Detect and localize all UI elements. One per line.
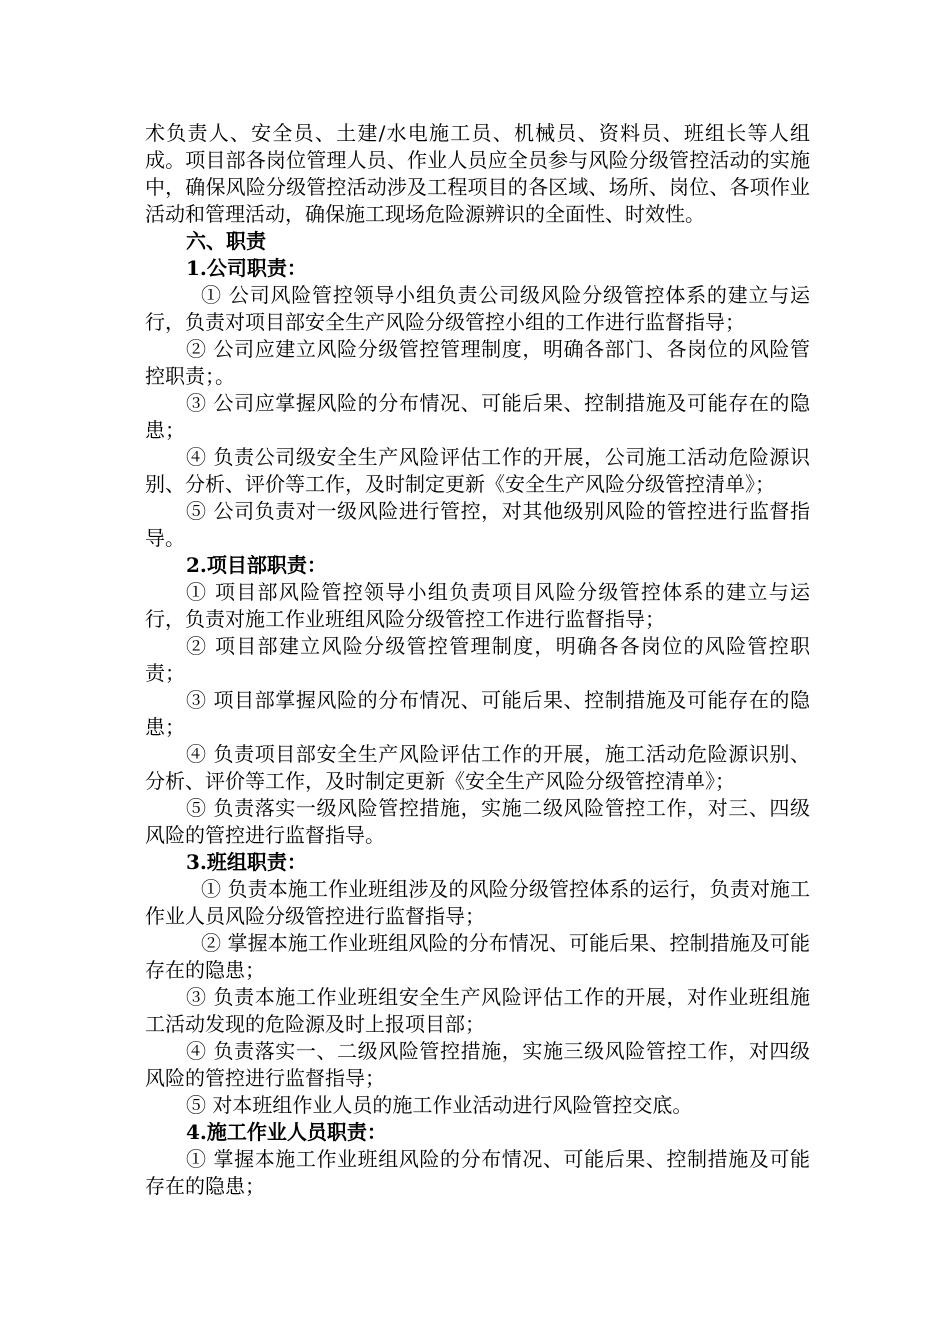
team-duty-item: ② 掌握本施工作业班组风险的分布情况、可能后果、控制措施及可能存在的隐患； — [145, 931, 810, 982]
project-duty-item: ④ 负责项目部安全生产风险评估工作的开展，施工活动危险源识别、分析、评价等工作，及时制定更新《安全生产风险分级管控清单》； — [145, 742, 810, 793]
project-duty-item: ① 项目部风险管控领导小组负责项目风险分级管控体系的建立与运行，负责对施工作业班组风险分级管控工作进行监督指导； — [145, 580, 810, 631]
project-duty-item: ② 项目部建立风险分级管控管理制度，明确各各岗位的风险管控职责； — [145, 634, 810, 685]
company-duty-item: ① 公司风险管控领导小组负责公司级风险分级管控体系的建立与运行，负责对项目部安全生产风险分级管控小组的工作进行监督指导； — [145, 283, 810, 334]
company-duties-heading: 1.公司职责： — [186, 256, 307, 280]
worker-duty-item: ① 掌握本施工作业班组风险的分布情况、可能后果、控制措施及可能存在的隐患； — [145, 1147, 810, 1198]
project-duties-heading: 2.项目部职责： — [186, 553, 327, 577]
project-duty-item: ⑤ 负责落实一级风险管控措施，实施二级风险管控工作，对三、四级风险的管控进行监督指导。 — [145, 796, 810, 847]
team-duty-item: ④ 负责落实一、二级风险管控措施，实施三级风险管控工作，对四级风险的管控进行监督指导； — [145, 1039, 810, 1090]
intro-paragraph: 术负责人、安全员、土建/水电施工员、机械员、资料员、班组长等人组成。项目部各岗位管理人员、作业人员应全员参与风险分级管控活动的实施中，确保风险分级管控活动涉及工程项目的各区域、场所、岗位、各项作业活动和管理活动，确保施工现场危险源辨识的全面性、时效性。 — [145, 121, 810, 226]
document-page — [145, 120, 810, 1200]
section-title: 六、职责 — [186, 229, 266, 253]
worker-duties-heading: 4.施工作业人员职责： — [186, 1120, 387, 1144]
team-duty-item: ③ 负责本施工作业班组安全生产风险评估工作的开展，对作业班组施工活动发现的危险源及时上报项目部； — [145, 985, 810, 1036]
company-duty-item: ⑤ 公司负责对一级风险进行管控，对其他级别风险的管控进行监督指导。 — [145, 499, 810, 550]
company-duty-item: ③ 公司应掌握风险的分布情况、可能后果、控制措施及可能存在的隐患； — [145, 391, 810, 442]
company-duty-item: ④ 负责公司级安全生产风险评估工作的开展，公司施工活动危险源识别、分析、评价等工作，及时制定更新《安全生产风险分级管控清单》； — [145, 445, 810, 496]
team-duties-heading: 3.班组职责： — [186, 850, 307, 874]
project-duty-item: ③ 项目部掌握风险的分布情况、可能后果、控制措施及可能存在的隐患； — [145, 688, 810, 739]
company-duty-item: ② 公司应建立风险分级管控管理制度，明确各部门、各岗位的风险管控职责；。 — [145, 337, 810, 388]
team-duty-item: ① 负责本施工作业班组涉及的风险分级管控体系的运行，负责对施工作业人员风险分级管控进行监督指导； — [145, 877, 810, 928]
team-duty-item: ⑤ 对本班组作业人员的施工作业活动进行风险管控交底。 — [186, 1093, 693, 1117]
